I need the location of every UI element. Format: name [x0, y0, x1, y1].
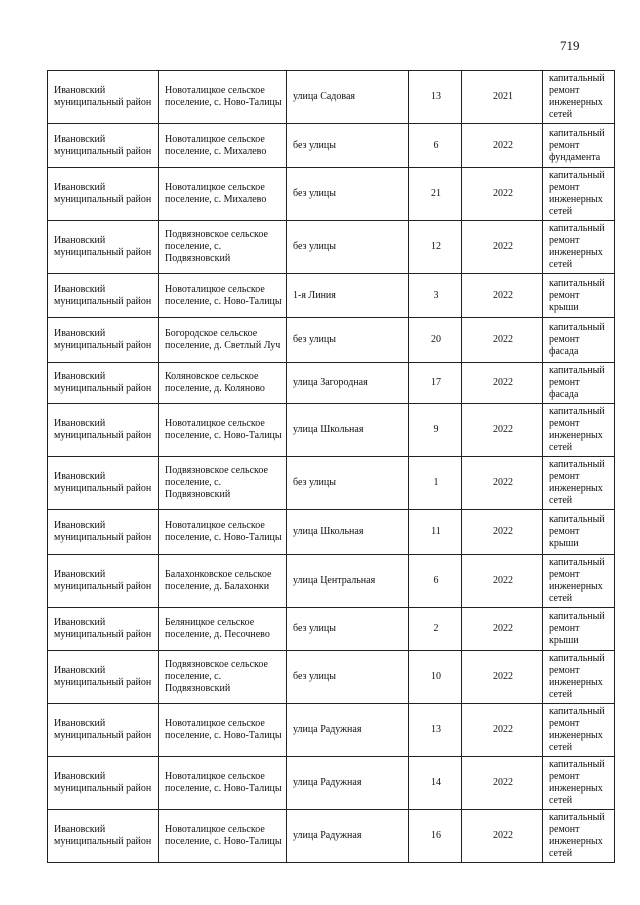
house-number-cell: 9 [409, 404, 462, 457]
street-cell: улица Радужная [287, 704, 409, 757]
work-type-cell: капитальный ремонт крыши [543, 510, 615, 555]
district-cell: Ивановский муниципальный район [48, 555, 159, 608]
work-type-cell: капитальный ремонт инженерных сетей [543, 651, 615, 704]
table-row [48, 608, 615, 651]
street-cell: без улицы [287, 318, 409, 363]
district-cell: Ивановский муниципальный район [48, 363, 159, 404]
district-cell: Ивановский муниципальный район [48, 274, 159, 318]
work-type-cell: капитальный ремонт инженерных сетей [543, 704, 615, 757]
work-type-cell: капитальный ремонт инженерных сетей [543, 757, 615, 810]
district-cell: Ивановский муниципальный район [48, 810, 159, 863]
table-row [48, 363, 615, 404]
settlement-cell: Балахонковское сельское поселение, д. Балахонки [159, 555, 287, 608]
work-type-cell: капитальный ремонт инженерных сетей [543, 168, 615, 221]
district-cell: Ивановский муниципальный район [48, 168, 159, 221]
settlement-cell: Новоталицкое сельское поселение, с. Ново-Талицы [159, 810, 287, 863]
year-cell: 2022 [462, 510, 543, 555]
table-row [48, 457, 615, 510]
district-cell: Ивановский муниципальный район [48, 221, 159, 274]
year-cell: 2022 [462, 124, 543, 168]
year-cell: 2022 [462, 457, 543, 510]
house-number-cell: 14 [409, 757, 462, 810]
work-type-cell: капитальный ремонт инженерных сетей [543, 71, 615, 124]
work-type-cell: капитальный ремонт крыши [543, 274, 615, 318]
house-number-cell: 10 [409, 651, 462, 704]
house-number-cell: 2 [409, 608, 462, 651]
settlement-cell: Новоталицкое сельское поселение, с. Михалево [159, 168, 287, 221]
house-number-cell: 3 [409, 274, 462, 318]
settlement-cell: Новоталицкое сельское поселение, с. Ново-Талицы [159, 510, 287, 555]
table-row [48, 221, 615, 274]
year-cell: 2022 [462, 810, 543, 863]
settlement-cell: Новоталицкое сельское поселение, с. Михалево [159, 124, 287, 168]
house-number-cell: 11 [409, 510, 462, 555]
year-cell: 2022 [462, 608, 543, 651]
settlement-cell: Коляновское сельское поселение, д. Коляново [159, 363, 287, 404]
house-number-cell: 1 [409, 457, 462, 510]
district-cell: Ивановский муниципальный район [48, 404, 159, 457]
district-cell: Ивановский муниципальный район [48, 71, 159, 124]
page-number: 719 [560, 38, 580, 53]
table-row [48, 555, 615, 608]
settlement-cell: Новоталицкое сельское поселение, с. Ново-Талицы [159, 274, 287, 318]
district-cell: Ивановский муниципальный район [48, 651, 159, 704]
settlement-cell: Новоталицкое сельское поселение, с. Ново-Талицы [159, 71, 287, 124]
street-cell: без улицы [287, 608, 409, 651]
table-row [48, 757, 615, 810]
settlement-cell: Новоталицкое сельское поселение, с. Ново-Талицы [159, 404, 287, 457]
work-type-cell: капитальный ремонт крыши [543, 608, 615, 651]
year-cell: 2021 [462, 71, 543, 124]
table-row [48, 71, 615, 124]
settlement-cell: Подвязновское сельское поселение, с. Подвязновский [159, 651, 287, 704]
house-number-cell: 20 [409, 318, 462, 363]
settlement-cell: Беляницкое сельское поселение, д. Песочнево [159, 608, 287, 651]
table-row [48, 704, 615, 757]
work-type-cell: капитальный ремонт инженерных сетей [543, 457, 615, 510]
year-cell: 2022 [462, 704, 543, 757]
house-number-cell: 6 [409, 555, 462, 608]
work-type-cell: капитальный ремонт фасада [543, 363, 615, 404]
house-number-cell: 21 [409, 168, 462, 221]
year-cell: 2022 [462, 757, 543, 810]
year-cell: 2022 [462, 274, 543, 318]
house-number-cell: 16 [409, 810, 462, 863]
work-type-cell: капитальный ремонт инженерных сетей [543, 221, 615, 274]
table-row [48, 404, 615, 457]
year-cell: 2022 [462, 318, 543, 363]
street-cell: без улицы [287, 124, 409, 168]
street-cell: без улицы [287, 168, 409, 221]
work-type-cell: капитальный ремонт инженерных сетей [543, 404, 615, 457]
table-row [48, 510, 615, 555]
year-cell: 2022 [462, 404, 543, 457]
work-type-cell: капитальный ремонт фундамента [543, 124, 615, 168]
year-cell: 2022 [462, 363, 543, 404]
district-cell: Ивановский муниципальный район [48, 757, 159, 810]
street-cell: улица Загородная [287, 363, 409, 404]
district-cell: Ивановский муниципальный район [48, 318, 159, 363]
year-cell: 2022 [462, 555, 543, 608]
work-type-cell: капитальный ремонт инженерных сетей [543, 555, 615, 608]
table-row [48, 274, 615, 318]
district-cell: Ивановский муниципальный район [48, 457, 159, 510]
year-cell: 2022 [462, 651, 543, 704]
house-number-cell: 12 [409, 221, 462, 274]
repair-registry-table [47, 70, 615, 863]
street-cell: улица Радужная [287, 757, 409, 810]
district-cell: Ивановский муниципальный район [48, 704, 159, 757]
street-cell: улица Радужная [287, 810, 409, 863]
settlement-cell: Новоталицкое сельское поселение, с. Ново-Талицы [159, 757, 287, 810]
street-cell: улица Центральная [287, 555, 409, 608]
house-number-cell: 13 [409, 71, 462, 124]
street-cell: без улицы [287, 221, 409, 274]
work-type-cell: капитальный ремонт инженерных сетей [543, 810, 615, 863]
table-row [48, 168, 615, 221]
work-type-cell: капитальный ремонт фасада [543, 318, 615, 363]
street-cell: улица Садовая [287, 71, 409, 124]
street-cell: 1-я Линия [287, 274, 409, 318]
district-cell: Ивановский муниципальный район [48, 124, 159, 168]
year-cell: 2022 [462, 168, 543, 221]
street-cell: без улицы [287, 457, 409, 510]
district-cell: Ивановский муниципальный район [48, 608, 159, 651]
street-cell: улица Школьная [287, 404, 409, 457]
settlement-cell: Подвязновское сельское поселение, с. Подвязновский [159, 457, 287, 510]
house-number-cell: 17 [409, 363, 462, 404]
table-row [48, 651, 615, 704]
house-number-cell: 6 [409, 124, 462, 168]
table-row [48, 318, 615, 363]
street-cell: улица Школьная [287, 510, 409, 555]
settlement-cell: Богородское сельское поселение, д. Светлый Луч [159, 318, 287, 363]
table-row [48, 810, 615, 863]
street-cell: без улицы [287, 651, 409, 704]
table-row [48, 124, 615, 168]
settlement-cell: Подвязновское сельское поселение, с. Подвязновский [159, 221, 287, 274]
year-cell: 2022 [462, 221, 543, 274]
settlement-cell: Новоталицкое сельское поселение, с. Ново-Талицы [159, 704, 287, 757]
house-number-cell: 13 [409, 704, 462, 757]
district-cell: Ивановский муниципальный район [48, 510, 159, 555]
